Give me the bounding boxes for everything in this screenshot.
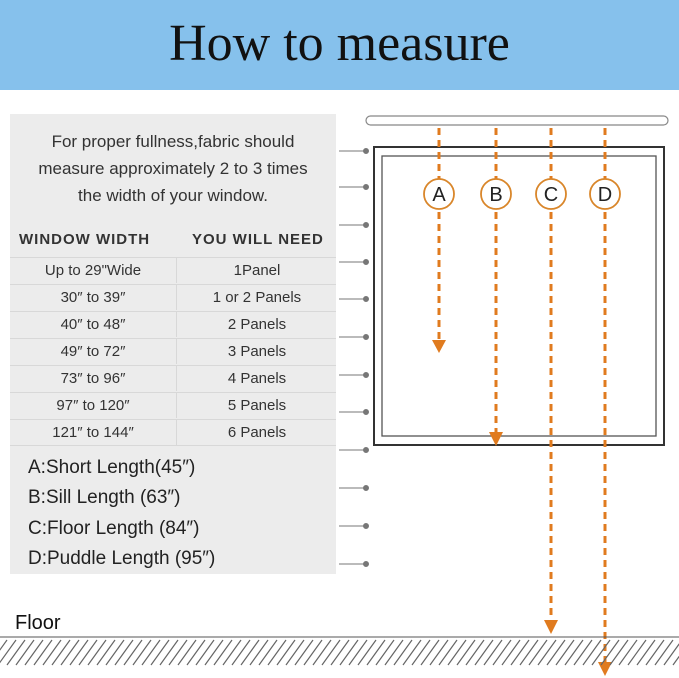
panels-cell: 6 Panels bbox=[176, 420, 337, 445]
connector-dots bbox=[339, 149, 369, 567]
marker-b-label: B bbox=[489, 184, 503, 206]
width-cell: 97″ to 120″ bbox=[56, 397, 130, 414]
panels-cell: 1 or 2 Panels bbox=[176, 285, 337, 310]
arrow-d-head bbox=[598, 662, 612, 676]
marker-c-label: C bbox=[543, 184, 559, 206]
arrow-c-head bbox=[544, 620, 558, 634]
marker-c bbox=[536, 179, 566, 209]
length-label: Short Length(45″) bbox=[45, 457, 196, 478]
column-header-you-will-need: YOU WILL NEED bbox=[192, 231, 324, 248]
length-key: C: bbox=[28, 518, 47, 539]
intro-line: For proper fullness,fabric should bbox=[51, 132, 295, 151]
width-cell: 30″ to 39″ bbox=[60, 289, 126, 306]
panels-cell: 1Panel bbox=[176, 258, 337, 283]
width-cell: 73″ to 96″ bbox=[60, 370, 126, 387]
panels-cell: 3 Panels bbox=[176, 339, 337, 364]
width-cell: Up to 29"Wide bbox=[44, 262, 142, 279]
column-header-window-width: WINDOW WIDTH bbox=[19, 231, 151, 248]
marker-b bbox=[481, 179, 511, 209]
panels-cell: 2 Panels bbox=[176, 312, 337, 337]
length-key: A: bbox=[28, 457, 46, 478]
floor-hatching bbox=[0, 640, 679, 665]
panels-cell: 5 Panels bbox=[176, 393, 337, 418]
width-cell: 49″ to 72″ bbox=[60, 343, 126, 360]
page-title: How to measure bbox=[169, 15, 510, 72]
length-label: Floor Length (84″) bbox=[47, 518, 200, 539]
curtain-rod bbox=[366, 116, 668, 125]
marker-d bbox=[590, 179, 620, 209]
width-cell: 40″ to 48″ bbox=[60, 316, 126, 333]
panels-cell: 4 Panels bbox=[176, 366, 337, 391]
floor-label: Floor bbox=[15, 612, 61, 634]
length-label: Sill Length (63″) bbox=[45, 487, 181, 508]
marker-a bbox=[424, 179, 454, 209]
width-cell: 121″ to 144″ bbox=[52, 424, 134, 441]
intro-line: measure approximately 2 to 3 times bbox=[38, 159, 308, 178]
marker-a-label: A bbox=[432, 184, 446, 206]
length-key: D: bbox=[28, 548, 47, 569]
intro-line: the width of your window. bbox=[78, 186, 268, 205]
length-label: Puddle Length (95″) bbox=[47, 548, 216, 569]
marker-d-label: D bbox=[597, 184, 613, 206]
length-key: B: bbox=[28, 487, 46, 508]
